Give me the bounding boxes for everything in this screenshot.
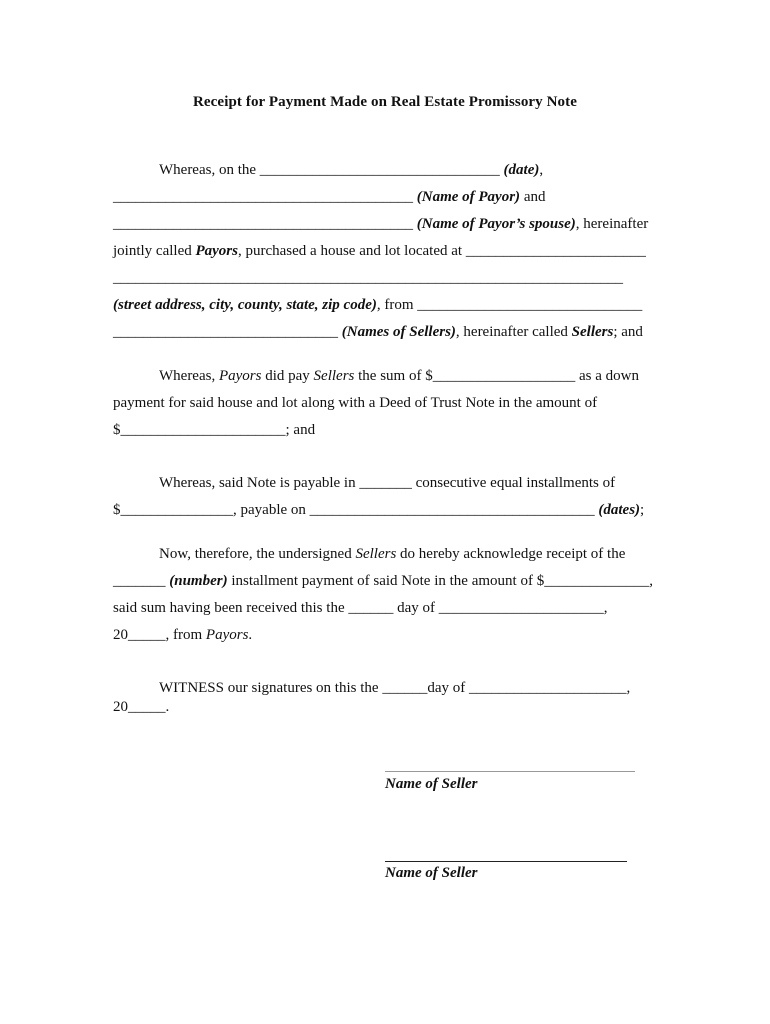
- p2-line-3: $______________________; and: [113, 422, 316, 438]
- p2-line-2: payment for said house and lot along with a Deed of Trust Note in the amount of: [113, 395, 598, 411]
- sellers-term: Sellers: [571, 324, 614, 340]
- witness-month-blank[interactable]: _____________________: [468, 680, 627, 696]
- witness-line-2: 20_____.: [113, 699, 170, 715]
- payor-spouse-label: (Name of Payor’s spouse): [416, 216, 576, 232]
- payor-spouse-blank[interactable]: ________________________________________: [113, 216, 413, 232]
- p1-line-4: jointly called Payors, purchased a house and lot located at ________________________: [113, 243, 646, 259]
- p2-line-1: Whereas, Payors did pay Sellers the sum of $___________________ as a down: [159, 368, 639, 384]
- p1-line-5: [113, 269, 623, 287]
- received-month-blank[interactable]: ______________________: [438, 600, 604, 616]
- received-day-blank[interactable]: ______: [348, 600, 394, 616]
- date-label: (date): [503, 162, 540, 178]
- payable-dates-blank[interactable]: ______________________________________: [309, 502, 595, 518]
- p4-line-3: said sum having been received this the ______ day of ______________________,: [113, 600, 608, 616]
- p4-line-1: Now, therefore, the undersigned Sellers do hereby acknowledge receipt of the: [159, 546, 626, 562]
- installment-amount-blank[interactable]: _______________: [120, 502, 233, 518]
- p3-line-1: Whereas, said Note is payable in _______ consecutive equal installments of: [159, 475, 616, 491]
- payor-name-blank[interactable]: ________________________________________: [113, 189, 413, 205]
- payor-name-label: (Name of Payor): [416, 189, 521, 205]
- sellers-names-label: (Names of Sellers): [341, 324, 456, 340]
- seller-signature-line-2[interactable]: [385, 861, 627, 862]
- received-year-blank[interactable]: _____: [128, 627, 166, 643]
- payment-amount-blank[interactable]: ______________: [544, 573, 650, 589]
- p1-line-7: ______________________________ (Names of Sellers), hereinafter called Sellers; and: [113, 324, 643, 340]
- p3-line-2: $_______________, payable on ______________________________________ (dates);: [113, 502, 645, 518]
- location-blank[interactable]: ________________________: [465, 243, 646, 259]
- p1-line-6: (street address, city, county, state, zip code), from ______________________________: [113, 297, 643, 313]
- witness-line-1: WITNESS our signatures on this the ______day of _____________________,: [159, 680, 631, 696]
- address-label: (street address, city, county, state, zip code): [113, 297, 377, 313]
- installments-count-blank[interactable]: _______: [359, 475, 412, 491]
- sellers-names-blank[interactable]: ______________________________: [113, 324, 338, 340]
- p4-line-4: 20_____, from Payors.: [113, 627, 253, 643]
- from-blank[interactable]: ______________________________: [417, 297, 643, 313]
- witness-day-blank[interactable]: ______: [382, 680, 428, 696]
- address-blank[interactable]: ____________________________________________________________________: [113, 270, 623, 286]
- p1-line-2: ________________________________________ (Name of Payor) and: [113, 189, 546, 205]
- p1-line-1: Whereas, on the ________________________________ (date),: [159, 162, 544, 178]
- seller-signature-label-1: Name of Seller: [385, 776, 478, 792]
- seller-signature-line-1[interactable]: [385, 771, 635, 772]
- dates-label: (dates): [598, 502, 641, 518]
- seller-signature-label-2: Name of Seller: [385, 865, 478, 881]
- installment-number-blank[interactable]: _______: [113, 573, 166, 589]
- p1-line-3: ________________________________________ (Name of Payor’s spouse), hereinafter: [113, 216, 649, 232]
- down-payment-blank[interactable]: ___________________: [432, 368, 576, 384]
- witness-year-blank[interactable]: _____: [128, 699, 166, 715]
- document-title: Receipt for Payment Made on Real Estate Promissory Note: [192, 94, 578, 110]
- payors-term: Payors: [195, 243, 238, 259]
- note-amount-blank[interactable]: ______________________: [120, 422, 286, 438]
- date-blank[interactable]: ________________________________: [259, 162, 500, 178]
- p4-line-2: _______ (number) installment payment of said Note in the amount of $______________,: [113, 573, 653, 589]
- number-label: (number): [169, 573, 228, 589]
